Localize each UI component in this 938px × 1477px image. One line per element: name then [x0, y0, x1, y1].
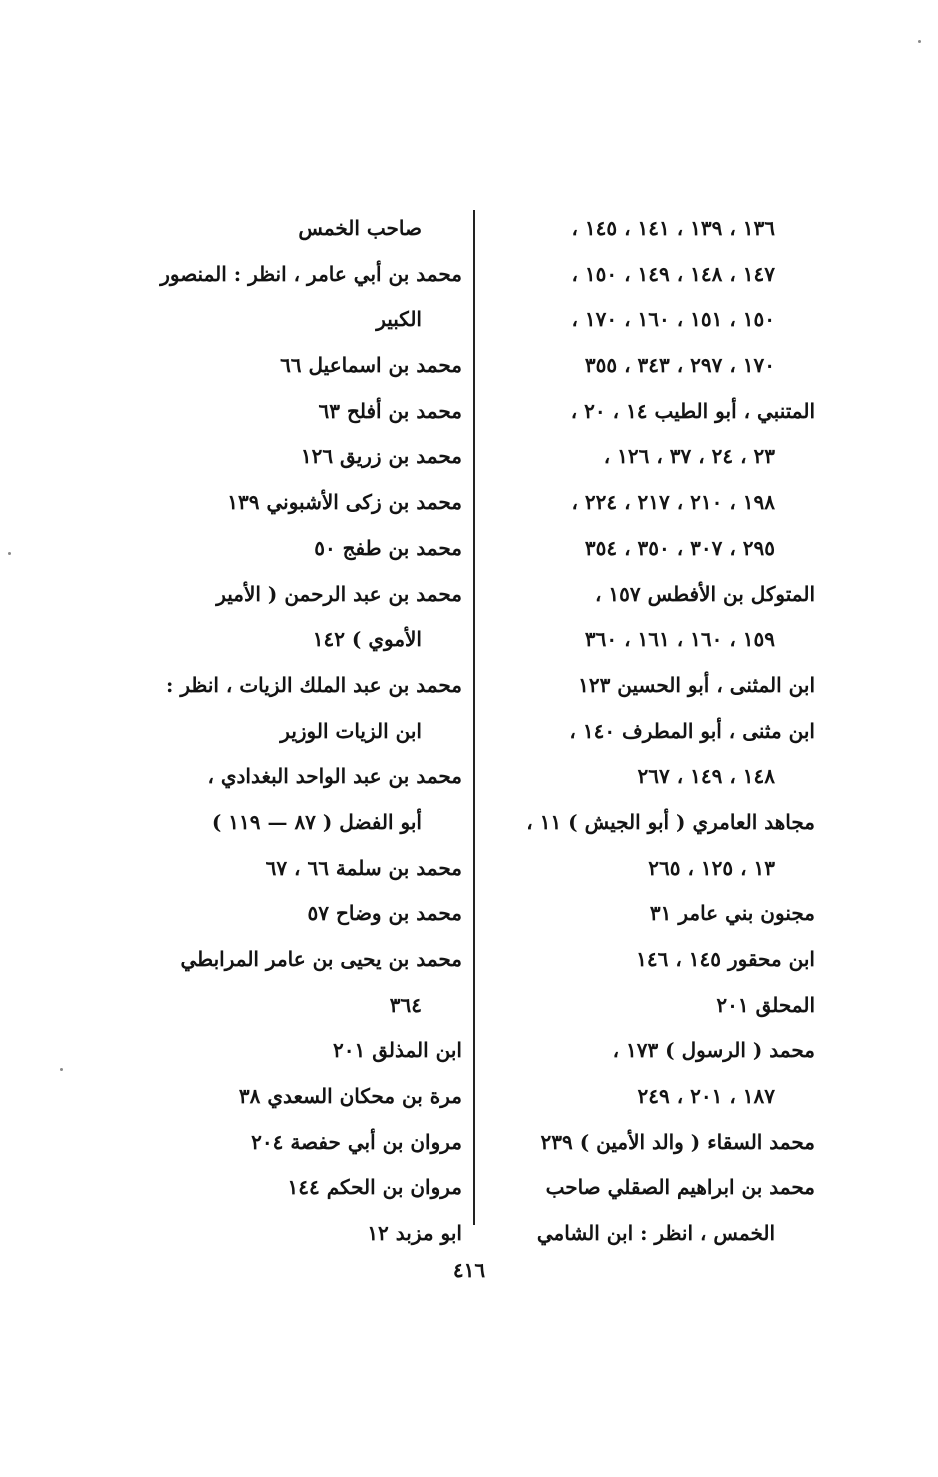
index-line: ١٤٧ ، ١٤٨ ، ١٤٩ ، ١٥٠ ، [571, 261, 775, 286]
index-entry: محمد بن أفلح ٦٣ [318, 398, 462, 423]
index-line: الأموي ) ١٤٢ [312, 627, 422, 652]
index-entry: ابن مثنى ، أبو المطرف ١٤٠ ، [569, 718, 815, 743]
index-line: ١٥٠ ، ١٥١ ، ١٦٠ ، ١٧٠ ، [571, 307, 775, 332]
index-entry: مرة بن محكان السعدي ٣٨ [238, 1084, 462, 1109]
index-line: ١٣٦ ، ١٣٩ ، ١٤١ ، ١٤٥ ، [571, 216, 775, 240]
index-column-left [132, 206, 462, 1257]
index-entry: مروان بن أبي حفصة ٢٠٤ [251, 1129, 462, 1154]
index-entry: ابن محقور ١٤٥ ، ١٤٦ [636, 947, 815, 971]
scan-speck [918, 40, 921, 43]
index-entry: مجاهد العامري ( أبو الجيش ) ١١ ، [526, 809, 815, 834]
scan-speck [8, 552, 11, 555]
index-line: ١٤٨ ، ١٤٩ ، ٢٦٧ [637, 764, 775, 789]
index-entry: محمد بن أبي عامر ، انظر : المنصور [160, 261, 462, 286]
scan-speck [60, 1068, 63, 1071]
index-entry: المحلق ٢٠١ [716, 992, 815, 1017]
index-entry: محمد بن اسماعيل ٦٦ [280, 353, 462, 378]
index-entry: محمد بن عبد الواحد البغدادي ، [207, 764, 462, 789]
index-entry: محمد ( الرسول ) ١٧٣ ، [612, 1038, 815, 1063]
index-line: ١٥٩ ، ١٦٠ ، ١٦١ ، ٣٦٠ [584, 627, 775, 652]
index-entry: محمد بن سلمة ٦٦ ، ٦٧ [265, 855, 462, 880]
page-number: ٤١٦ [452, 1258, 486, 1282]
index-entry: ابن المثنى ، أبو الحسين ١٢٣ [578, 672, 815, 697]
index-line: ١٩٨ ، ٢١٠ ، ٢١٧ ، ٢٢٤ ، [571, 490, 775, 515]
index-line: صاحب الخمس [298, 216, 422, 240]
index-line: ١٣ ، ١٢٥ ، ٢٦٥ [648, 855, 775, 880]
index-line: ٢٣ ، ٢٤ ، ٣٧ ، ١٢٦ ، [603, 444, 775, 469]
index-column-right [485, 206, 815, 1257]
index-entry: محمد بن عبد الملك الزيات ، انظر : [166, 672, 462, 697]
index-entry: ابن المذلق ٢٠١ [333, 1038, 462, 1063]
index-line: الخمس ، انظر : ابن الشامي [536, 1221, 775, 1246]
column-divider [473, 210, 475, 1225]
index-entry: محمد بن زكى الأشبوني ١٣٩ [227, 490, 462, 515]
index-entry: محمد بن وضاح ٥٧ [307, 901, 462, 926]
index-entry: محمد بن عبد الرحمن ( الأمير [216, 581, 462, 606]
index-entry: مجنون بني عامر ٣١ [649, 901, 815, 926]
index-entry: محمد بن طفج ٥٠ [314, 535, 462, 560]
index-line: ابن الزيات الوزير [280, 718, 422, 743]
index-entry: المتوكل بن الأفطس ١٥٧ ، [594, 581, 815, 606]
index-line: ٣٦٤ [389, 992, 422, 1017]
index-entry: محمد بن يحيى بن عامر المرابطي [180, 947, 462, 971]
index-entry: مروان بن الحكم ١٤٤ [287, 1175, 462, 1200]
index-entry: محمد بن ابراهيم الصقلي صاحب [545, 1175, 815, 1200]
index-line: ١٨٧ ، ٢٠١ ، ٢٤٩ [637, 1084, 775, 1109]
index-line: ٢٩٥ ، ٣٠٧ ، ٣٥٠ ، ٣٥٤ [584, 535, 775, 560]
index-entry: محمد السقاء ( والد الأمين ) ٢٣٩ [540, 1129, 815, 1154]
index-line: الكبير [376, 307, 422, 332]
index-entry: ابو مزبد ١٢ [367, 1221, 462, 1246]
index-line: أبو الفضل ( ٨٧ — ١١٩ ) [211, 809, 422, 834]
index-entry: المتنبي ، أبو الطيب ١٤ ، ٢٠ ، [570, 398, 815, 423]
index-line: ١٧٠ ، ٢٩٧ ، ٣٤٣ ، ٣٥٥ [584, 353, 775, 378]
index-entry: محمد بن زريق ١٢٦ [300, 444, 462, 469]
